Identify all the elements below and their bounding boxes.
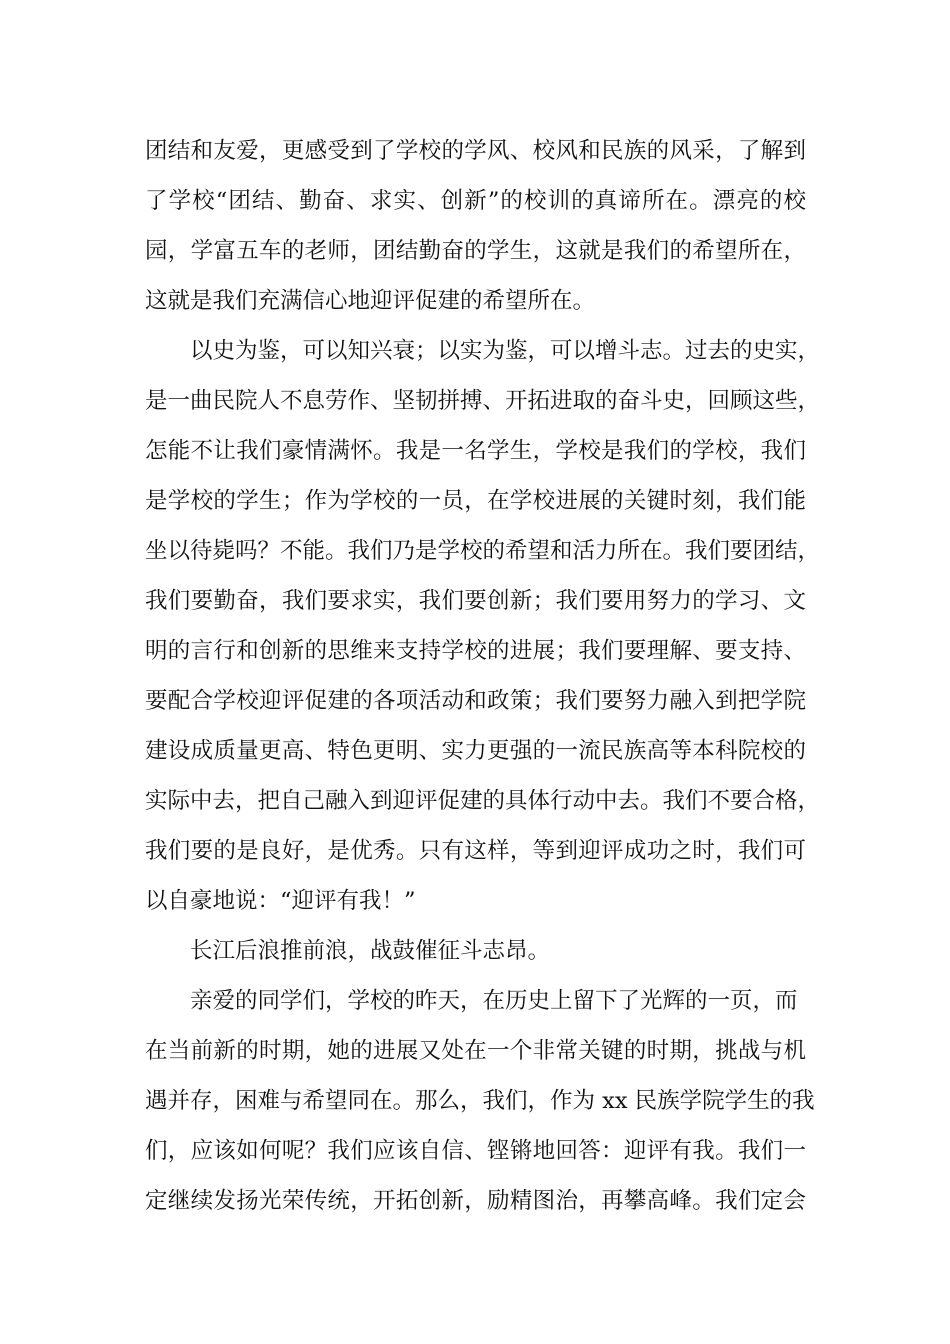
text-line-content: 们，应该如何呢？我们应该自信、铿锵地回答：迎评有我。我们一 — [145, 1138, 806, 1164]
text-line-content: 团结和友爱，更感受到了学校的学风、校风和民族的风采，了解到 — [145, 138, 806, 164]
text-line — [0, 576, 950, 626]
text-line-content: 建设成质量更高、特色更明、实力更强的一流民族高等本科院校的 — [145, 738, 806, 764]
text-line-content: 要配合学校迎评促建的各项活动和政策；我们要努力融入到把学院 — [145, 688, 806, 714]
text-line-content: 定继续发扬光荣传统，开拓创新，励精图治，再攀高峰。我们定会 — [145, 1188, 806, 1214]
text-line — [0, 176, 950, 226]
text-line — [0, 826, 950, 876]
text-line — [0, 626, 950, 676]
text-line-content: 我们要勤奋，我们要求实，我们要创新；我们要用努力的学习、文 — [145, 588, 806, 614]
text-line — [0, 376, 950, 426]
text-line-content: 我们要的是良好，是优秀。只有这样，等到迎评成功之时，我们可 — [145, 838, 806, 864]
text-line-content: 怎能不让我们豪情满怀。我是一名学生，学校是我们的学校，我们 — [145, 438, 806, 464]
text-line — [0, 876, 950, 926]
text-line-content: 以史为鉴，可以知兴衰；以实为鉴，可以增斗志。过去的史实， — [190, 338, 821, 364]
text-line-content: 亲爱的同学们，学校的昨天，在历史上留下了光辉的一页，而 — [190, 988, 798, 1014]
text-line-content: 遇并存，困难与希望同在。那么，我们，作为 xx 民族学院学生的我 — [145, 1088, 815, 1114]
text-line-content: 这就是我们充满信心地迎评促建的希望所在。 — [145, 288, 596, 314]
text-line-content: 实际中去，把自己融入到迎评促建的具体行动中去。我们不要合格， — [145, 788, 821, 814]
text-line — [0, 726, 950, 776]
text-line — [0, 226, 950, 276]
text-line — [0, 426, 950, 476]
text-line-content: 长江后浪推前浪，战鼓催征斗志昂。 — [190, 938, 551, 964]
text-line-content: 了学校“团结、勤奋、求实、创新”的校训的真谛所在。漂亮的校 — [145, 188, 806, 214]
text-line — [0, 276, 950, 326]
text-line — [0, 1076, 950, 1126]
text-line-content: 明的言行和创新的思维来支持学校的进展；我们要理解、要支持、 — [145, 638, 806, 664]
text-line — [0, 1126, 950, 1176]
text-line-content: 是一曲民院人不息劳作、坚韧拼搏、开拓进取的奋斗史，回顾这些， — [145, 388, 821, 414]
text-line-content: 是学校的学生；作为学校的一员，在学校进展的关键时刻，我们能 — [145, 488, 806, 514]
text-line — [0, 976, 950, 1026]
text-line — [0, 1176, 950, 1226]
text-line — [0, 926, 950, 976]
text-line — [0, 326, 950, 376]
text-line — [0, 126, 950, 176]
text-line-content: 园，学富五车的老师，团结勤奋的学生，这就是我们的希望所在， — [145, 238, 806, 264]
text-line — [0, 476, 950, 526]
text-line — [0, 676, 950, 726]
text-line — [0, 526, 950, 576]
text-line — [0, 776, 950, 826]
text-line-content: 坐以待毙吗？不能。我们乃是学校的希望和活力所在。我们要团结， — [145, 538, 821, 564]
text-line-content: 在当前新的时期，她的进展又处在一个非常关键的时期，挑战与机 — [145, 1038, 806, 1064]
text-line-content: 以自豪地说：“迎评有我！” — [145, 888, 416, 914]
text-line — [0, 1026, 950, 1076]
